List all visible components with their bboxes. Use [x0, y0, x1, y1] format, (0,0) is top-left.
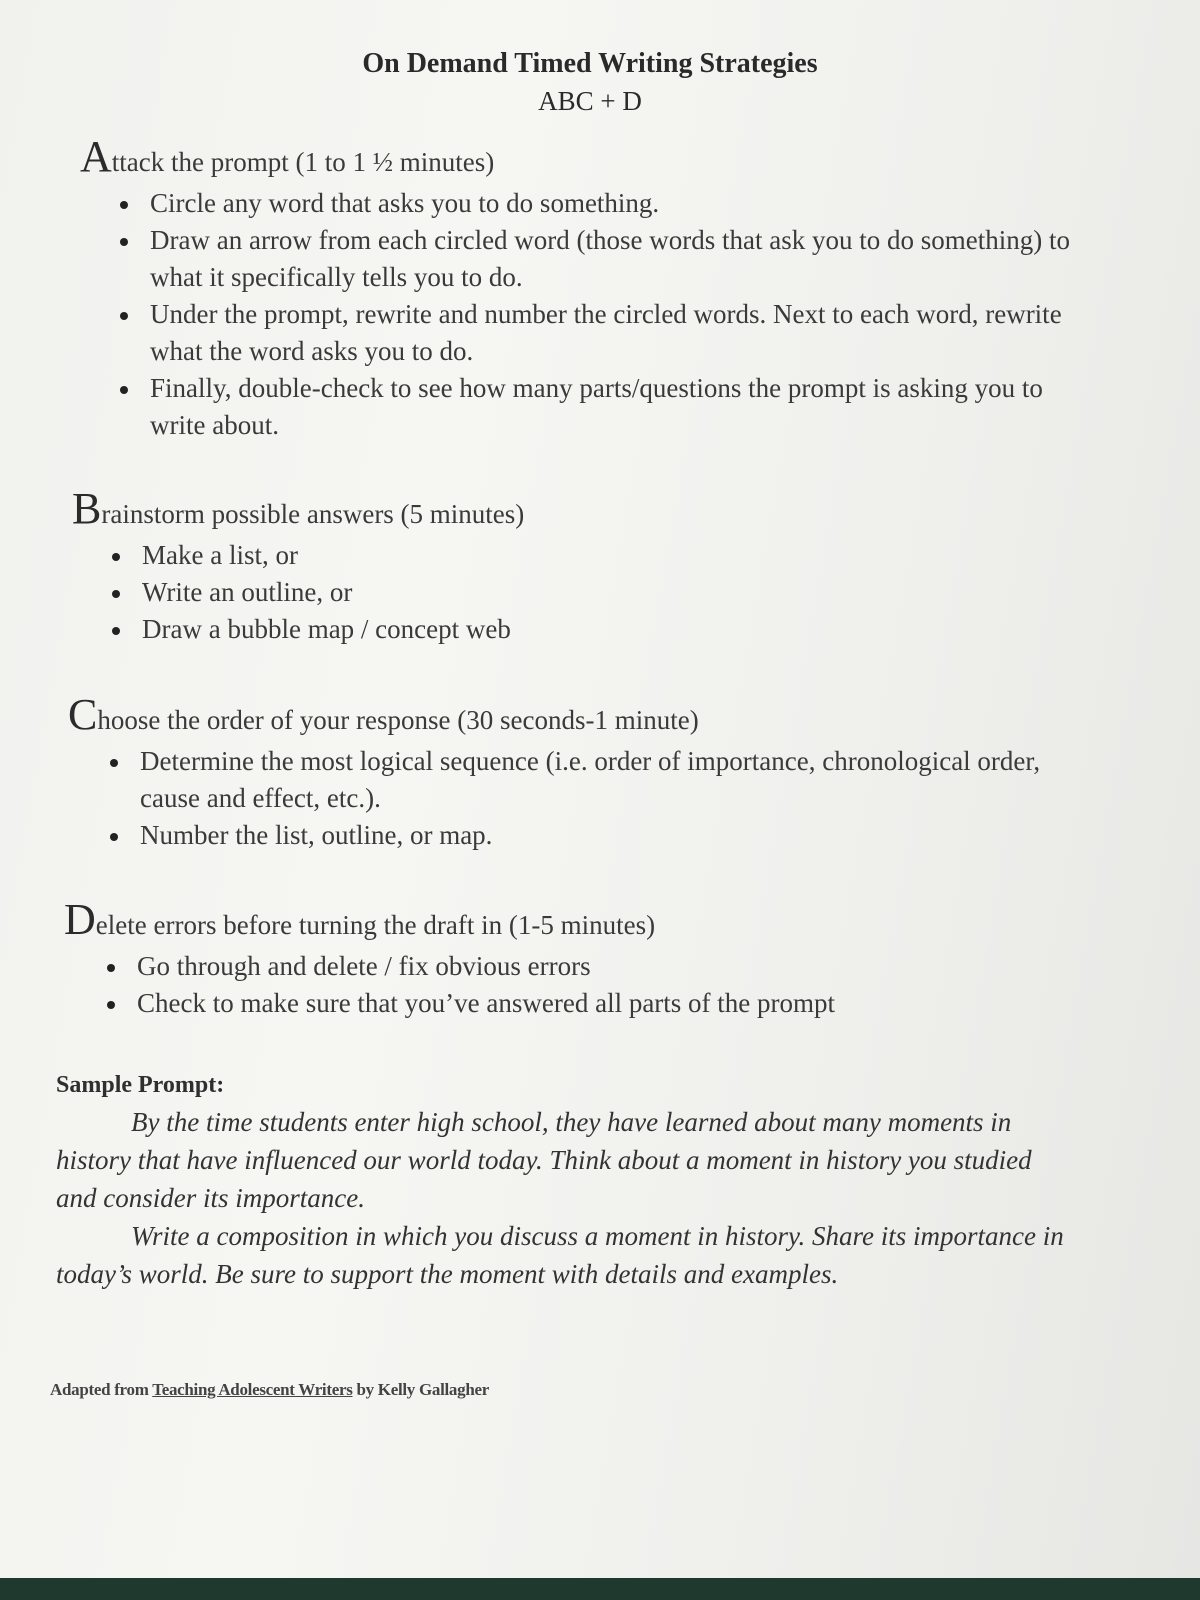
bullet-list	[68, 743, 1068, 854]
section-heading	[64, 895, 1064, 944]
list-item: Circle any word that asks you to do something.	[150, 185, 1080, 222]
list-item: Determine the most logical sequence (i.e. order of importance, chronological order, cause and effect, etc.).	[140, 743, 1068, 817]
section-choose	[68, 690, 1068, 854]
section-initial: A	[80, 132, 112, 181]
background-surface	[0, 1578, 1200, 1600]
list-item: Draw a bubble map / concept web	[142, 611, 1072, 648]
sample-prompt	[56, 1072, 1066, 1293]
page-subtitle: ABC + D	[538, 86, 642, 116]
list-item: Check to make sure that you’ve answered all parts of the prompt	[137, 985, 1064, 1022]
list-item: Number the list, outline, or map.	[140, 817, 1068, 854]
bullet-list	[80, 185, 1080, 444]
section-heading-text: ttack the prompt (1 to 1 ½ minutes)	[111, 147, 495, 177]
sample-prompt-paragraph: By the time students enter high school, they have learned about many moments in history that have influenced our world today. Think about a moment in history you studied and consider its importance.	[56, 1107, 1032, 1213]
attribution-book-title: Teaching Adolescent Writers	[152, 1380, 353, 1399]
section-brainstorm	[72, 484, 1072, 648]
page-title: On Demand Timed Writing Strategies	[362, 48, 818, 79]
section-heading-text: hoose the order of your response (30 seconds-1 minute)	[97, 705, 699, 735]
section-heading-text: rainstorm possible answers (5 minutes)	[101, 499, 525, 529]
section-delete	[64, 895, 1064, 1022]
attribution	[50, 1380, 489, 1400]
attribution-suffix: by Kelly Gallagher	[356, 1380, 489, 1399]
list-item: Write an outline, or	[142, 574, 1072, 611]
bullet-list	[64, 948, 1064, 1022]
list-item: Go through and delete / fix obvious errors	[137, 948, 1064, 985]
sample-prompt-label: Sample Prompt:	[56, 1072, 225, 1098]
section-initial: B	[72, 484, 102, 533]
section-heading	[68, 690, 1068, 739]
list-item: Draw an arrow from each circled word (those words that ask you to do something) to what it specifically tells you to do.	[150, 222, 1080, 296]
list-item: Finally, double-check to see how many parts/questions the prompt is asking you to write about.	[150, 370, 1080, 444]
attribution-prefix: Adapted from	[50, 1380, 149, 1399]
bullet-list	[72, 537, 1072, 648]
section-heading	[72, 484, 1072, 533]
section-initial: D	[64, 895, 96, 944]
section-attack	[80, 132, 1080, 444]
section-heading-text: elete errors before turning the draft in (1-5 minutes)	[95, 910, 656, 940]
section-heading	[80, 132, 1080, 181]
list-item: Under the prompt, rewrite and number the circled words. Next to each word, rewrite what the word asks you to do.	[150, 296, 1080, 370]
section-initial: C	[68, 690, 98, 739]
list-item: Make a list, or	[142, 537, 1072, 574]
sample-prompt-paragraph: Write a composition in which you discuss a moment in history. Share its importance in today’s world. Be sure to support the moment with details and examples.	[56, 1221, 1064, 1289]
